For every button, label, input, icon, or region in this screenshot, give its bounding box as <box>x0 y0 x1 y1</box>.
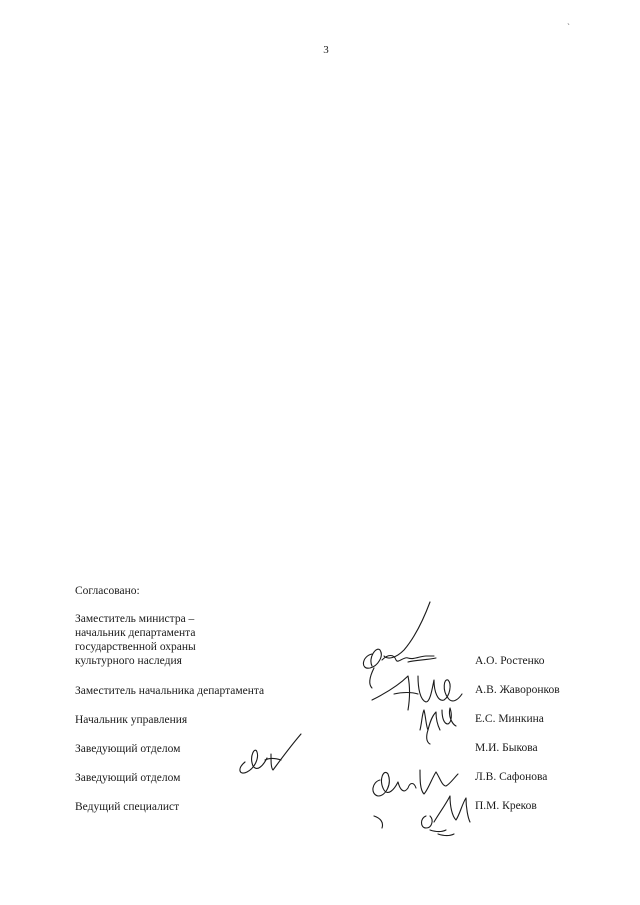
scan-mark: ` <box>567 22 570 32</box>
signatory-position-6 <box>75 800 179 814</box>
signatory-name-2: А.В. Жаворонков <box>475 684 560 696</box>
approved-heading: Согласовано: <box>75 585 140 597</box>
signatory-position-1 <box>75 612 196 668</box>
signatory-position-5 <box>75 771 180 785</box>
signatory-name-4: М.И. Быкова <box>475 742 538 754</box>
signatory-position-3 <box>75 713 187 727</box>
signatory-position-4 <box>75 742 180 756</box>
signature-minkina <box>414 700 462 748</box>
position-line: Ведущий специалист <box>75 801 180 813</box>
position-line: государственной охраны <box>75 641 196 653</box>
position-line: Начальник управления <box>75 714 188 726</box>
position-line: культурного наследия <box>75 655 182 667</box>
signatory-name-5: Л.В. Сафонова <box>475 771 548 783</box>
position-line: Заместитель министра – <box>75 613 195 625</box>
position-line: Заведующий отделом <box>75 772 181 784</box>
signatory-name-3: Е.С. Минкина <box>475 713 544 725</box>
signatory-name-6: П.М. Креков <box>475 800 537 812</box>
page-number: 3 <box>323 44 329 56</box>
signatory-name-1: А.О. Ростенко <box>475 655 545 667</box>
signature-krekov <box>416 790 472 840</box>
position-line: Заместитель начальника департамента <box>75 685 265 697</box>
position-line: начальник департамента <box>75 627 196 639</box>
signature-bykova <box>235 730 307 778</box>
signatory-position-2 <box>75 684 264 698</box>
position-line: Заведующий отделом <box>75 743 181 755</box>
